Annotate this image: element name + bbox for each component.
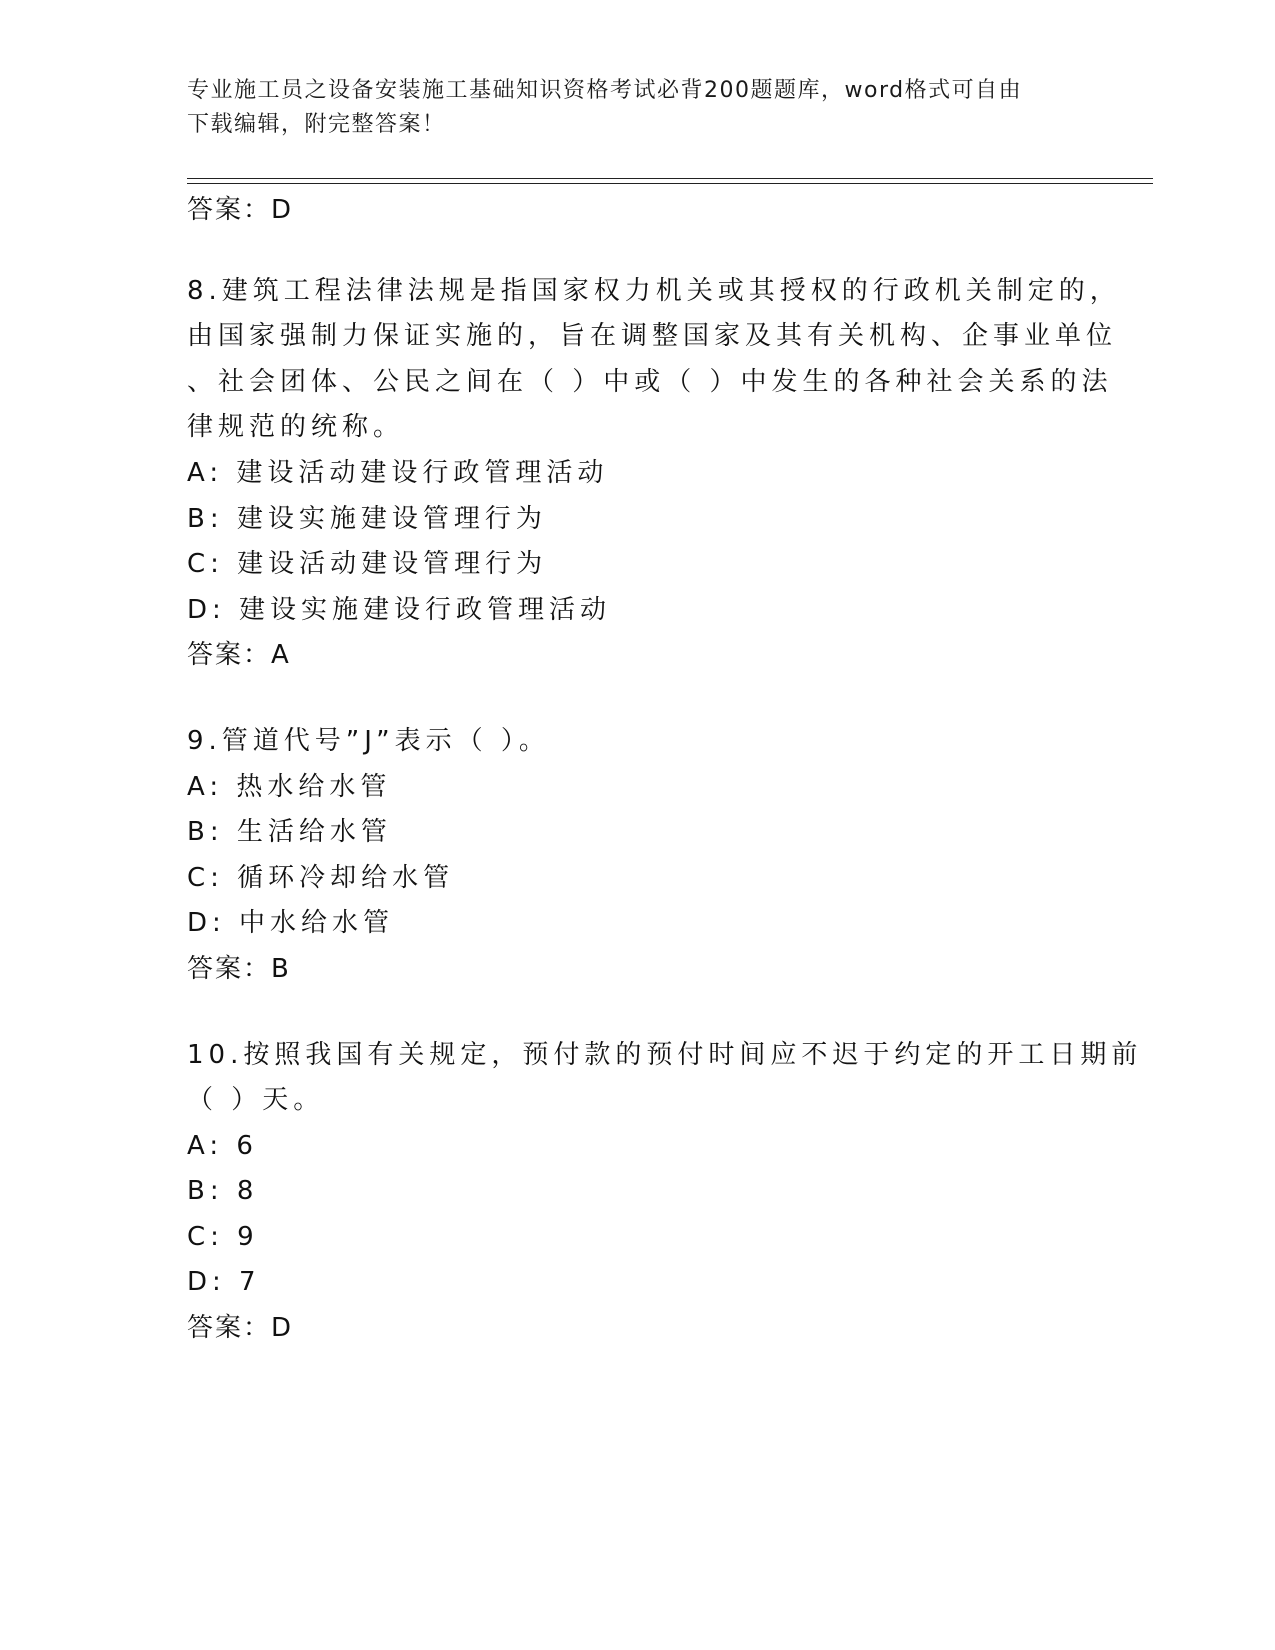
question-text-line: （ ）天。	[187, 1085, 325, 1116]
answer: 答案：A	[187, 640, 291, 671]
question-text-line: 8.建筑工程法律法规是指国家权力机关或其授权的行政机关制定的，	[187, 275, 1121, 306]
option-b: B: 生活给水管	[187, 817, 392, 848]
header-line-2: 下载编辑，附完整答案！	[187, 112, 446, 137]
option-a: A: 6	[187, 1130, 258, 1161]
question-text-line: 9.管道代号”J”表示（ ）。	[187, 725, 550, 756]
question-text-line: 由国家强制力保证实施的，旨在调整国家及其有关机构、企事业单位	[187, 321, 1118, 352]
spacer	[187, 234, 1087, 269]
question-list	[187, 188, 1143, 1352]
question-9	[187, 719, 1087, 993]
header-divider-top	[187, 178, 1153, 179]
spacer	[187, 993, 1087, 1033]
option-d: D: 7	[187, 1267, 261, 1298]
option-a: A: 建设活动建设行政管理活动	[187, 457, 609, 488]
option-d: D: 中水给水管	[187, 908, 395, 939]
question-8	[187, 269, 1121, 679]
question-text-line: 、社会团体、公民之间在（ ）中或（ ）中发生的各种社会关系的法	[187, 366, 1113, 397]
option-a: A: 热水给水管	[187, 771, 392, 802]
question-text-line: 律规范的统称。	[187, 412, 405, 443]
option-d: D: 建设实施建设行政管理活动	[187, 594, 612, 625]
option-c: C: 建设活动建设管理行为	[187, 549, 548, 580]
spacer	[187, 679, 1087, 719]
option-b: B: 建设实施建设管理行为	[187, 503, 547, 534]
question-text-line: 10.按照我国有关规定，预付款的预付时间应不迟于约定的开工日期前	[187, 1039, 1143, 1070]
answer: 答案：D	[187, 1313, 294, 1344]
document-header	[187, 74, 1087, 142]
option-b: B: 8	[187, 1176, 259, 1207]
answer: 答案：B	[187, 953, 291, 984]
question-10	[187, 1033, 1143, 1352]
previous-answer: 答案：D	[187, 195, 294, 225]
option-c: C: 9	[187, 1221, 259, 1252]
header-divider-bottom	[187, 183, 1153, 184]
option-c: C: 循环冷却给水管	[187, 862, 455, 893]
header-line-1: 专业施工员之设备安装施工基础知识资格考试必背200题题库，word格式可自由	[187, 78, 1023, 103]
